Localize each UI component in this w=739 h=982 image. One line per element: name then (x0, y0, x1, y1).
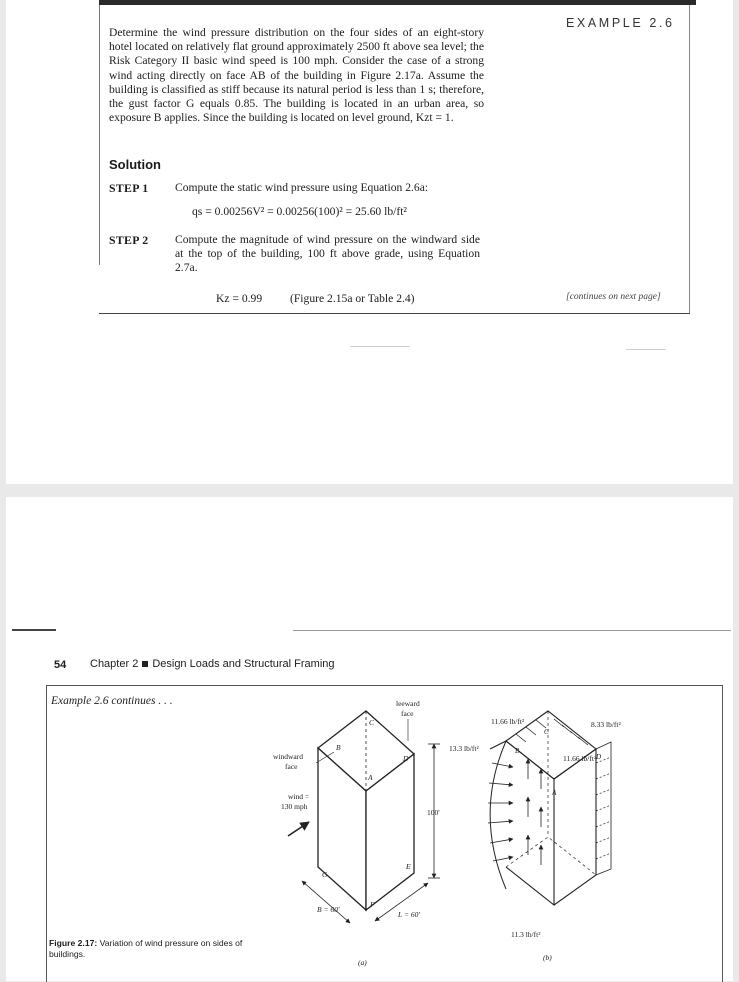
step-2-equation-ref: (Figure 2.15a or Table 2.4) (290, 292, 415, 305)
corner-c: C (369, 718, 375, 727)
height-label: 100' (427, 808, 440, 817)
step-1-label: STEP 1 (109, 181, 149, 195)
figure-caption-label: Figure 2.17: (49, 938, 98, 948)
leeward-label-line1: leeward (396, 699, 420, 708)
page-bottom (6, 497, 733, 981)
solution-heading: Solution (109, 157, 161, 172)
width-b-label: B = 60' (317, 905, 340, 914)
pressure-side-right-label: 11.66 lb/ft² (563, 754, 597, 763)
faint-mark (350, 346, 410, 347)
corner-g: G (322, 870, 328, 879)
corner-e: E (406, 862, 411, 871)
continues-heading: Example 2.6 continues . . . (51, 695, 173, 707)
page-top (6, 0, 733, 484)
figure-b-windward-arrows (488, 763, 513, 861)
left-rule (99, 5, 100, 265)
pressure-windward-bottom-label: 11.3 lb/ft² (511, 930, 541, 939)
right-rule (689, 5, 690, 314)
top-rule (99, 0, 696, 5)
step-1-text: Compute the static wind pressure using Equation 2.6a: (175, 181, 429, 194)
wind-arrow-icon (288, 822, 309, 836)
corner-a: A (368, 773, 373, 782)
step-2-label: STEP 2 (109, 233, 149, 247)
corner-a-b: A (552, 789, 557, 797)
chapter-label: Chapter 2 (90, 658, 139, 670)
pressure-leeward-label: 8.33 lb/ft² (591, 720, 621, 729)
corner-c-b: C (544, 728, 549, 736)
step-2-equation: Kz = 0.99 (216, 292, 263, 305)
bottom-rule (99, 313, 690, 314)
figure-caption-text: Variation of wind pressure on sides of buildings. (49, 938, 243, 959)
figure-b-building (490, 711, 611, 905)
corner-f: F (370, 900, 375, 909)
corner-b-b: B (515, 747, 520, 755)
page-number: 54 (54, 659, 67, 671)
leeward-label-line2: face (401, 709, 414, 718)
chapter-title: Design Loads and Structural Framing (152, 658, 335, 670)
wind-speed-line2: 130 mph (281, 802, 308, 811)
pressure-side-top-label: 11.66 lb/ft² (491, 717, 525, 726)
figure-2-17 (6, 497, 733, 981)
step-2-text: Compute the magnitude of wind pressure on the windward side at the top of the building, 100 ft above grade, using Equation 2.7a. (175, 233, 480, 275)
example-label: EXAMPLE 2.6 (566, 16, 675, 30)
corner-d-b: D (596, 753, 602, 761)
faint-mark (626, 349, 666, 350)
corner-b: B (336, 743, 341, 752)
continues-note: [continues on next page] (566, 292, 661, 302)
figure-b-label: (b) (543, 953, 552, 962)
figure-b-side-arrows (528, 759, 541, 865)
windward-label-line1: windward (273, 752, 303, 761)
wind-speed-line1: wind = (288, 792, 310, 801)
figure-a-building (318, 711, 414, 910)
problem-statement: Determine the wind pressure distribution on the four sides of an eight-story hotel located on relatively flat ground approximately 2500 ft above sea level; the Risk Category II basic wind speed is 100 mph. Consider the case of a strong wind acting directly on face AB of the building in Figure 2.17a. Assume the building is classified as stiff because its natural period is less than 1 s; therefore, the gust factor G equals 0.85. The building is located in an urban area, so exposure B applies. Since the building is located on level ground, Kzt = 1. (109, 26, 484, 125)
pressure-windward-top-label: 13.3 lb/ft² (449, 744, 479, 753)
figure-a-label: (a) (358, 958, 367, 967)
length-l-label: L = 60' (398, 910, 420, 919)
windward-label-line2: face (285, 762, 298, 771)
step-1-equation: qs = 0.00256V² = 0.00256(100)² = 25.60 lb/ft² (192, 205, 407, 218)
corner-d: D (403, 754, 409, 763)
